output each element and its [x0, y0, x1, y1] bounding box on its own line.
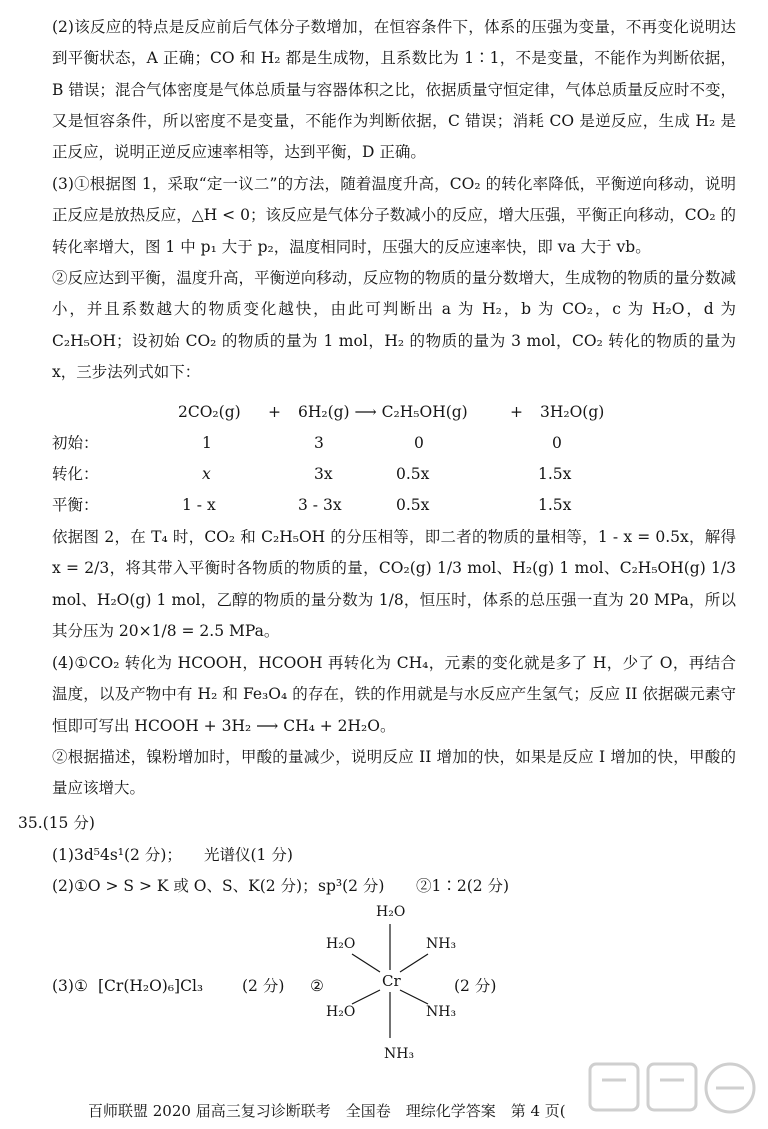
- q35-answer-1: [52, 840, 652, 870]
- q3-1-text: (3)①根据图 1，采取“定一议二”的方法，随着温度升高，CO₂ 的转化率降低，平衡逆向移动，说明正反应是放热反应，△H < 0；该反应是气体分子数减小的反应，增大压强，平衡正向移动，CO₂ 的转化率增大，图 1 中 p₁ 大于 p₂，温度相同时，压强大的反应速率快，即 va 大于 vb。: [52, 175, 736, 256]
- ligand-upper-right: NH₃: [426, 936, 457, 952]
- reaction-equation: [0, 397, 768, 427]
- cell: 0.5x: [396, 465, 430, 483]
- paragraph-q3-2: [52, 263, 736, 388]
- cell: 0.5x: [396, 496, 430, 514]
- answer-2a: (2)①O > S > K 或 O、S、K(2 分)；: [52, 877, 318, 895]
- watermark-logo: [566, 1058, 766, 1128]
- q4-1-text: (4)①CO₂ 转化为 HCOOH，HCOOH 再转化为 CH₄，元素的变化就是多了 H，少了 O，再结合温度，以及产物中有 H₂ 和 Fe₃O₄ 的存在，铁的作用就是与水反应产生氢气；反应 II 依据碳元素守恒即可写出 HCOOH + 3H₂ ⟶ CH₄ + 2H₂O。: [52, 654, 736, 735]
- q4-2-text: ②根据描述，镍粉增加时，甲酸的量减少，说明反应 II 增加的快，如果是反应 I 增加的快，甲酸的量应该增大。: [52, 748, 736, 798]
- answer-3-formula: [Cr(H₂O)₆]Cl₃: [98, 977, 204, 995]
- paragraph-fig2: [52, 522, 736, 647]
- answer-3b: ②: [310, 977, 324, 995]
- ligand-lower-left: H₂O: [326, 1004, 356, 1020]
- ligand-lower-right: NH₃: [426, 1004, 457, 1020]
- cell: 3: [314, 434, 324, 452]
- page-footer: 百师联盟 2020 届高三复习诊断联考 全国卷 理综化学答案 第 4 页(: [88, 1102, 566, 1120]
- row-label: 转化：: [52, 465, 99, 483]
- answer-2c: ②1∶2(2 分): [416, 877, 510, 895]
- cell: x: [202, 465, 211, 483]
- table-row-initial: [52, 428, 742, 458]
- ligand-bottom: NH₃: [384, 1046, 415, 1062]
- center-atom: Cr: [382, 972, 401, 990]
- eq-plus-1: +: [268, 403, 281, 421]
- q2-text: (2)该反应的特点是反应前后气体分子数增加，在恒容条件下，体系的压强为变量，不再变化说明达到平衡状态，A 正确；CO 和 H₂ 都是生成物，且系数比为 1∶1，不是变量，不能作为判断依据，B 错误；混合气体密度是气体总质量与容器体积之比，依据质量守恒定律，气体总质量反应时不变，又是恒容条件，所以密度不是变量，不能作为判断依据，C 错误；消耗 CO 是逆反应，生成 H₂ 是正反应，说明正逆反应速率相等，达到平衡，D 正确。: [52, 18, 736, 162]
- answer-3a: (3)①: [52, 977, 88, 995]
- paragraph-q2: [52, 12, 736, 168]
- paragraph-q4-2: [52, 742, 736, 805]
- row-label: 平衡：: [52, 496, 99, 514]
- eq-reactant-co2: 2CO₂(g): [178, 403, 241, 421]
- cell: 0: [414, 434, 424, 452]
- cell: 1: [202, 434, 212, 452]
- ligand-top: H₂O: [376, 904, 406, 920]
- table-row-change: [52, 459, 742, 489]
- table-row-equilibrium: [52, 490, 742, 520]
- cell: 3x: [314, 465, 333, 483]
- answer-2b: sp³(2 分): [318, 877, 385, 895]
- cell: 1 - x: [182, 496, 216, 514]
- answer-3-score-1: (2 分): [242, 977, 285, 995]
- ligand-upper-left: H₂O: [326, 936, 356, 952]
- question-35-title: 35.(15 分): [18, 814, 95, 832]
- cell: 3 - 3x: [298, 496, 342, 514]
- row-label: 初始：: [52, 434, 99, 452]
- q35-answer-2: [52, 871, 652, 901]
- q3-2-text: ②反应达到平衡，温度升高，平衡逆向移动，反应物的物质的量分数增大，生成物的物质的量分数减小，并且系数越大的物质变化越快，由此可判断出 a 为 H₂，b 为 CO₂，c 为 H₂O，d 为 C₂H₅OH；设初始 CO₂ 的物质的量为 1 mol，H₂ 的物质的量为 3 mol，CO₂ 转化的物质的量为 x，三步法列式如下：: [52, 269, 736, 381]
- fig2-text: 依据图 2，在 T₄ 时，CO₂ 和 C₂H₅OH 的分压相等，即二者的物质的量相等，1 - x = 0.5x，解得 x = 2/3，将其带入平衡时各物质的物质的量，CO₂(g) 1/3 mol、H₂(g) 1 mol、C₂H₅OH(g) 1/3 mol、H₂O(g) 1 mol，乙醇的物质的量分数为 1/8，恒压时，体系的总压强一直为 20 MPa，所以其分压为 20×1/8 = 2.5 MPa。: [52, 528, 736, 640]
- paragraph-q4-1: [52, 648, 736, 742]
- cell: 1.5x: [538, 465, 572, 483]
- eq-reactant-h2-product: 6H₂(g) ⟶ C₂H₅OH(g): [298, 403, 468, 421]
- eq-product-h2o: 3H₂O(g): [540, 403, 605, 421]
- octahedral-complex-diagram: [318, 900, 478, 1070]
- paragraph-q3-1: [52, 169, 736, 263]
- eq-plus-2: +: [510, 403, 523, 421]
- answer-3-score-2: (2 分): [454, 977, 497, 995]
- cell: 1.5x: [538, 496, 572, 514]
- answer-1b: 光谱仪(1 分): [204, 846, 293, 864]
- answer-1a: (1)3d⁵4s¹(2 分)；: [52, 846, 182, 864]
- cell: 0: [552, 434, 562, 452]
